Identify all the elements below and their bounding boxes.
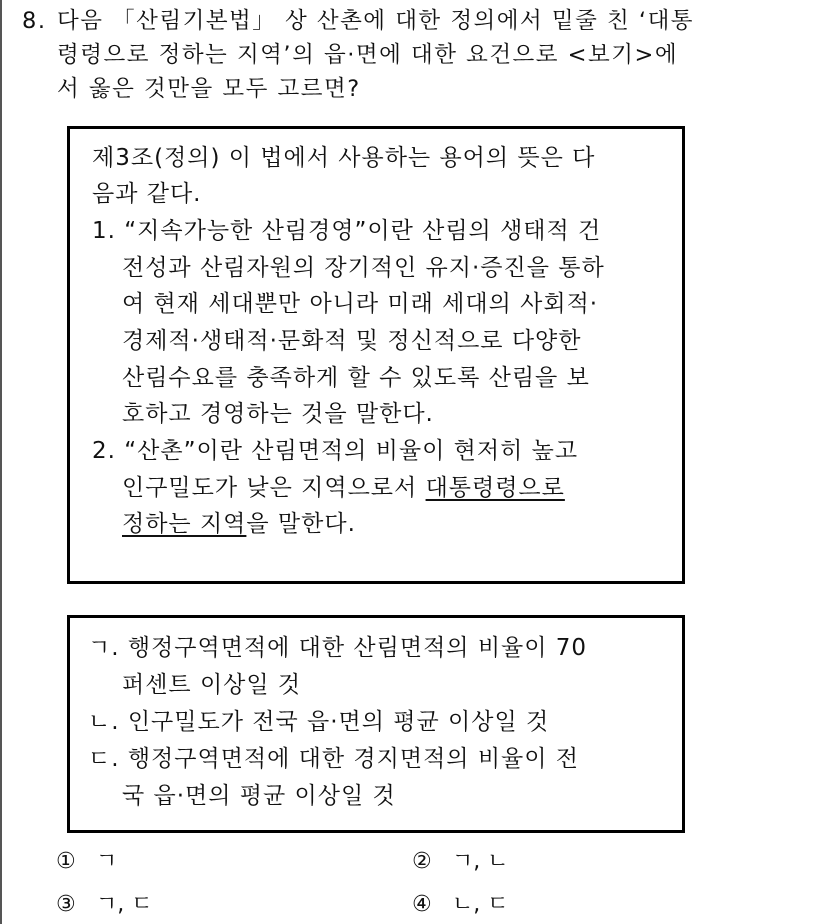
option-2[interactable] xyxy=(412,847,509,877)
law-line-1: 제3조(정의) 이 법에서 사용하는 용어의 뜻은 다 xyxy=(92,145,596,171)
question-line-1: 다음 「산림기본법」 상 산촌에 대한 정의에서 밑줄 친 ‘대통 xyxy=(57,8,695,34)
bogi-item-a xyxy=(88,633,587,663)
page-left-border xyxy=(0,0,2,924)
law-line-8: 호하고 경영하는 것을 말한다. xyxy=(122,401,434,427)
question-number: 8. xyxy=(22,8,47,34)
underlined-phrase-part-1: 대통령령으로 xyxy=(425,475,565,501)
bogi-box xyxy=(67,615,685,833)
law-line-9: 2. “산촌”이란 산림면적의 비율이 현저히 높고 xyxy=(92,438,579,464)
option-3-text: ㄱ, ㄷ xyxy=(96,892,153,917)
law-line-4: 전성과 산림자원의 장기적인 유지·증진을 통하 xyxy=(122,255,605,281)
option-4-mark: ④ xyxy=(412,892,432,917)
option-1[interactable] xyxy=(56,847,117,877)
law-line-10 xyxy=(122,473,565,503)
bogi-marker-a: ㄱ. xyxy=(88,635,120,661)
option-4[interactable] xyxy=(412,890,509,920)
bogi-item-c-line-2: 국 읍·면의 평균 이상일 것 xyxy=(122,783,396,809)
option-1-mark: ① xyxy=(56,849,76,874)
bogi-marker-b: ㄴ. xyxy=(88,709,120,735)
bogi-item-b-line-1: 인구밀도가 전국 읍·면의 평균 이상일 것 xyxy=(127,709,550,735)
option-3[interactable] xyxy=(56,890,153,920)
question-stem xyxy=(22,4,802,106)
bogi-item-a-line-2: 퍼센트 이상일 것 xyxy=(122,672,302,698)
law-text-box xyxy=(67,126,685,584)
underlined-phrase-part-2: 정하는 지역 xyxy=(122,511,247,537)
bogi-item-b xyxy=(88,707,549,737)
law-line-11-plain: 을 말한다. xyxy=(246,511,356,537)
question-line-2: 령령으로 정하는 지역’의 읍·면에 대한 요건으로 <보기>에 xyxy=(57,42,679,68)
option-2-mark: ② xyxy=(412,849,432,874)
law-line-11 xyxy=(122,509,356,539)
law-line-6: 경제적·생태적·문화적 및 정신적으로 다양한 xyxy=(122,328,582,354)
law-line-5: 여 현재 세대뿐만 아니라 미래 세대의 사회적· xyxy=(122,291,599,317)
law-line-2: 음과 같다. xyxy=(92,181,202,207)
law-line-3: 1. “지속가능한 산림경영”이란 산림의 생태적 건 xyxy=(92,218,602,244)
law-line-10-plain: 인구밀도가 낮은 지역으로서 xyxy=(122,475,426,501)
option-2-text: ㄱ, ㄴ xyxy=(452,849,509,874)
law-line-7: 산림수요를 충족하게 할 수 있도록 산림을 보 xyxy=(122,365,590,391)
bogi-item-c-line-1: 행정구역면적에 대한 경지면적의 비율이 전 xyxy=(127,746,580,772)
option-1-text: ㄱ xyxy=(96,849,118,874)
question-line-3: 서 옳은 것만을 모두 고르면? xyxy=(57,76,361,102)
bogi-marker-c: ㄷ. xyxy=(88,746,120,772)
option-3-mark: ③ xyxy=(56,892,76,917)
option-4-text: ㄴ, ㄷ xyxy=(452,892,509,917)
bogi-item-a-line-1: 행정구역면적에 대한 산림면적의 비율이 70 xyxy=(127,635,588,661)
bogi-item-c xyxy=(88,744,579,774)
